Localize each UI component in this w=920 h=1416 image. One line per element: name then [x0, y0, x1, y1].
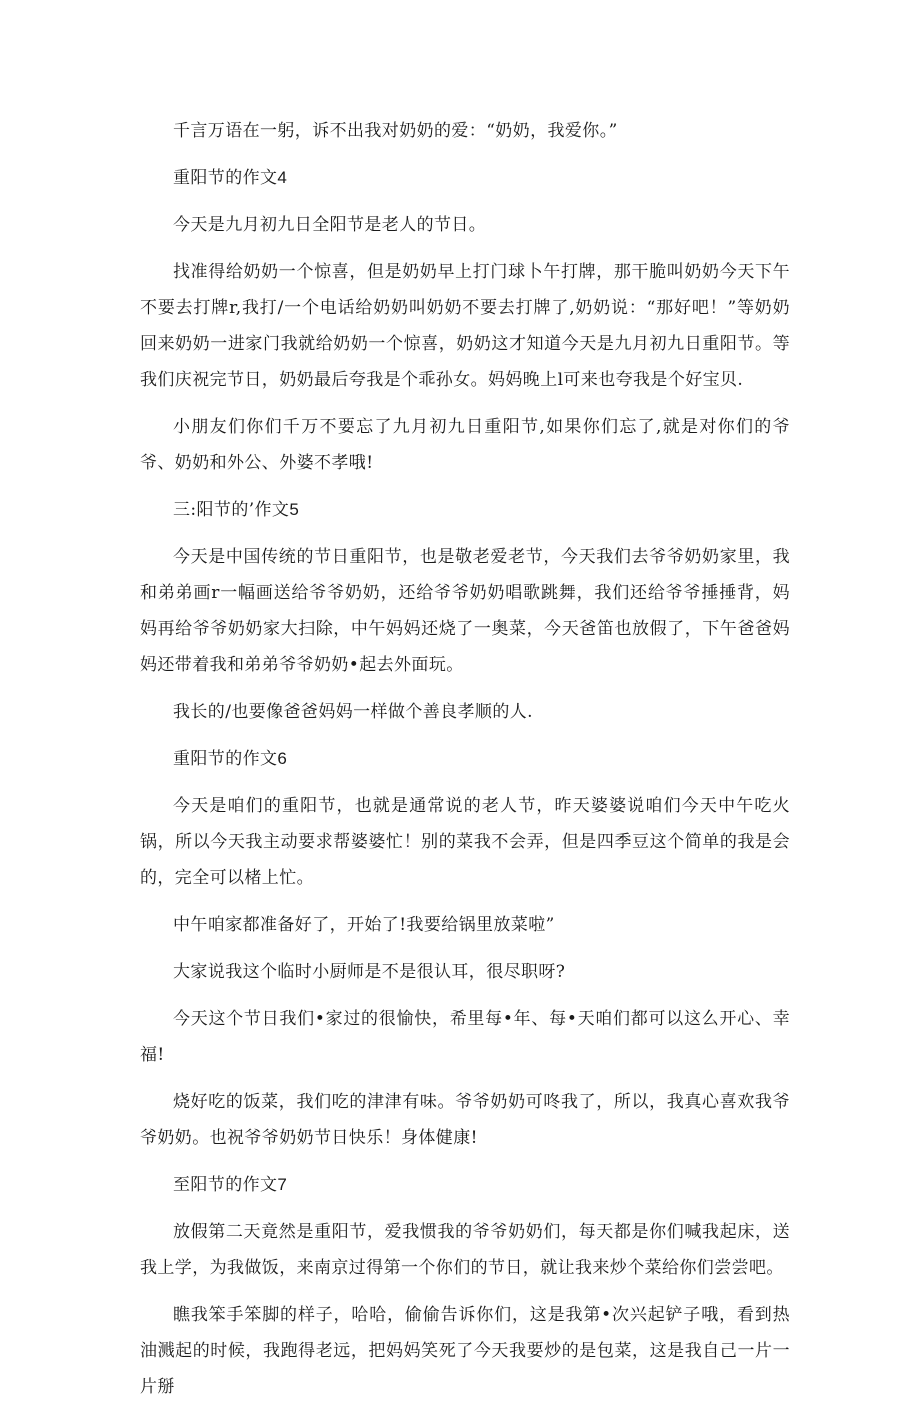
paragraph: 中午咱家都准备好了，开始了!我要给锅里放菜啦” — [173, 915, 555, 935]
document-body — [140, 113, 790, 1416]
paragraph: 今天是九月初九日全阳节是老人的节日。 — [173, 215, 487, 235]
paragraph: 千言万语在一躬，诉不出我对奶奶的爱：“奶奶，我爱你。” — [173, 121, 618, 141]
heading-text: 至阳节的作文 — [173, 1175, 278, 1195]
heading-text: 重阳节的作文 — [173, 749, 278, 769]
essay-heading-7 — [140, 1167, 790, 1203]
heading-number: 7 — [277, 1175, 288, 1194]
heading-text: 三:阳节的’作文 — [173, 500, 290, 520]
heading-number: 6 — [277, 749, 288, 768]
paragraph: 大家说我这个临时小厨师是不是很认耳，很尽职呀? — [173, 962, 566, 982]
paragraph: 放假第二天竟然是重阳节，爱我惯我的爷爷奶奶们，每天都是你们喊我起床，送我上学，为我做饭，来南京过得第一个你们的节日，就让我来炒个菜给你们尝尝吧。 — [140, 1222, 790, 1278]
heading-number: 4 — [277, 168, 288, 187]
paragraph: 今天是咱们的重阳节，也就是通常说的老人节，昨天婆婆说咱们今天中午吃火锅，所以今天我主动要求帮婆婆忙！别的菜我不会弄，但是四季豆这个简单的我是会的，完全可以楮上忙。 — [140, 796, 790, 888]
paragraph: 今天是中国传统的节日重阳节，也是敬老爱老节，今天我们去爷爷奶奶家里，我和弟弟画r一幅画送给爷爷奶奶，还给爷爷奶奶唱歌跳舞，我们还给爷爷捶捶背，妈妈再给爷爷奶奶家大扫除，中午妈妈还烧了一奥菜，今天爸笛也放假了，下午爸爸妈妈还带着我和弟弟爷爷奶奶•起去外面玩。 — [140, 547, 790, 675]
paragraph: 小朋友们你们千万不要忘了九月初九日重阳节,如果你们忘了,就是对你们的爷爷、奶奶和外公、外婆不孝哦! — [140, 417, 790, 473]
paragraph: 瞧我笨手笨脚的样子，哈哈，偷偷告诉你们，这是我第•次兴起铲子哦，看到热油溅起的时候，我跑得老远，把妈妈笑死了今天我要炒的是包菜，这是我自己一片一片掰 — [140, 1305, 790, 1397]
heading-number: 5 — [289, 500, 300, 519]
heading-text: 重阳节的作文 — [173, 168, 278, 188]
paragraph: 找准得给奶奶一个惊喜，但是奶奶早上打门球卜午打牌，那干脆叫奶奶今天下午不要去打牌r,我打/一个电话给奶奶叫奶奶不要去打牌了,奶奶说：“那好吧！”等奶奶回来奶奶一进家门我就给奶奶一个惊喜，奶奶这才知道今天是九月初九日重阳节。等我们庆祝完节日，奶奶最后夸我是个乖孙女。妈妈晚上l可来也夸我是个好宝贝. — [140, 262, 790, 390]
essay-heading-4 — [140, 160, 790, 196]
essay-heading-6 — [140, 741, 790, 777]
essay-heading-5 — [140, 492, 790, 528]
paragraph: 今天这个节日我们•家过的很愉快，希里每•年、每•天咱们都可以这么开心、幸福! — [140, 1009, 790, 1065]
paragraph: 烧好吃的饭菜，我们吃的津津有味。爷爷奶奶可咚我了，所以，我真心喜欢我爷爷奶奶。也祝爷爷奶奶节日快乐！身体健康! — [140, 1092, 790, 1148]
paragraph: 我长的/也要像爸爸妈妈一样做个善良孝顺的人. — [173, 702, 533, 722]
